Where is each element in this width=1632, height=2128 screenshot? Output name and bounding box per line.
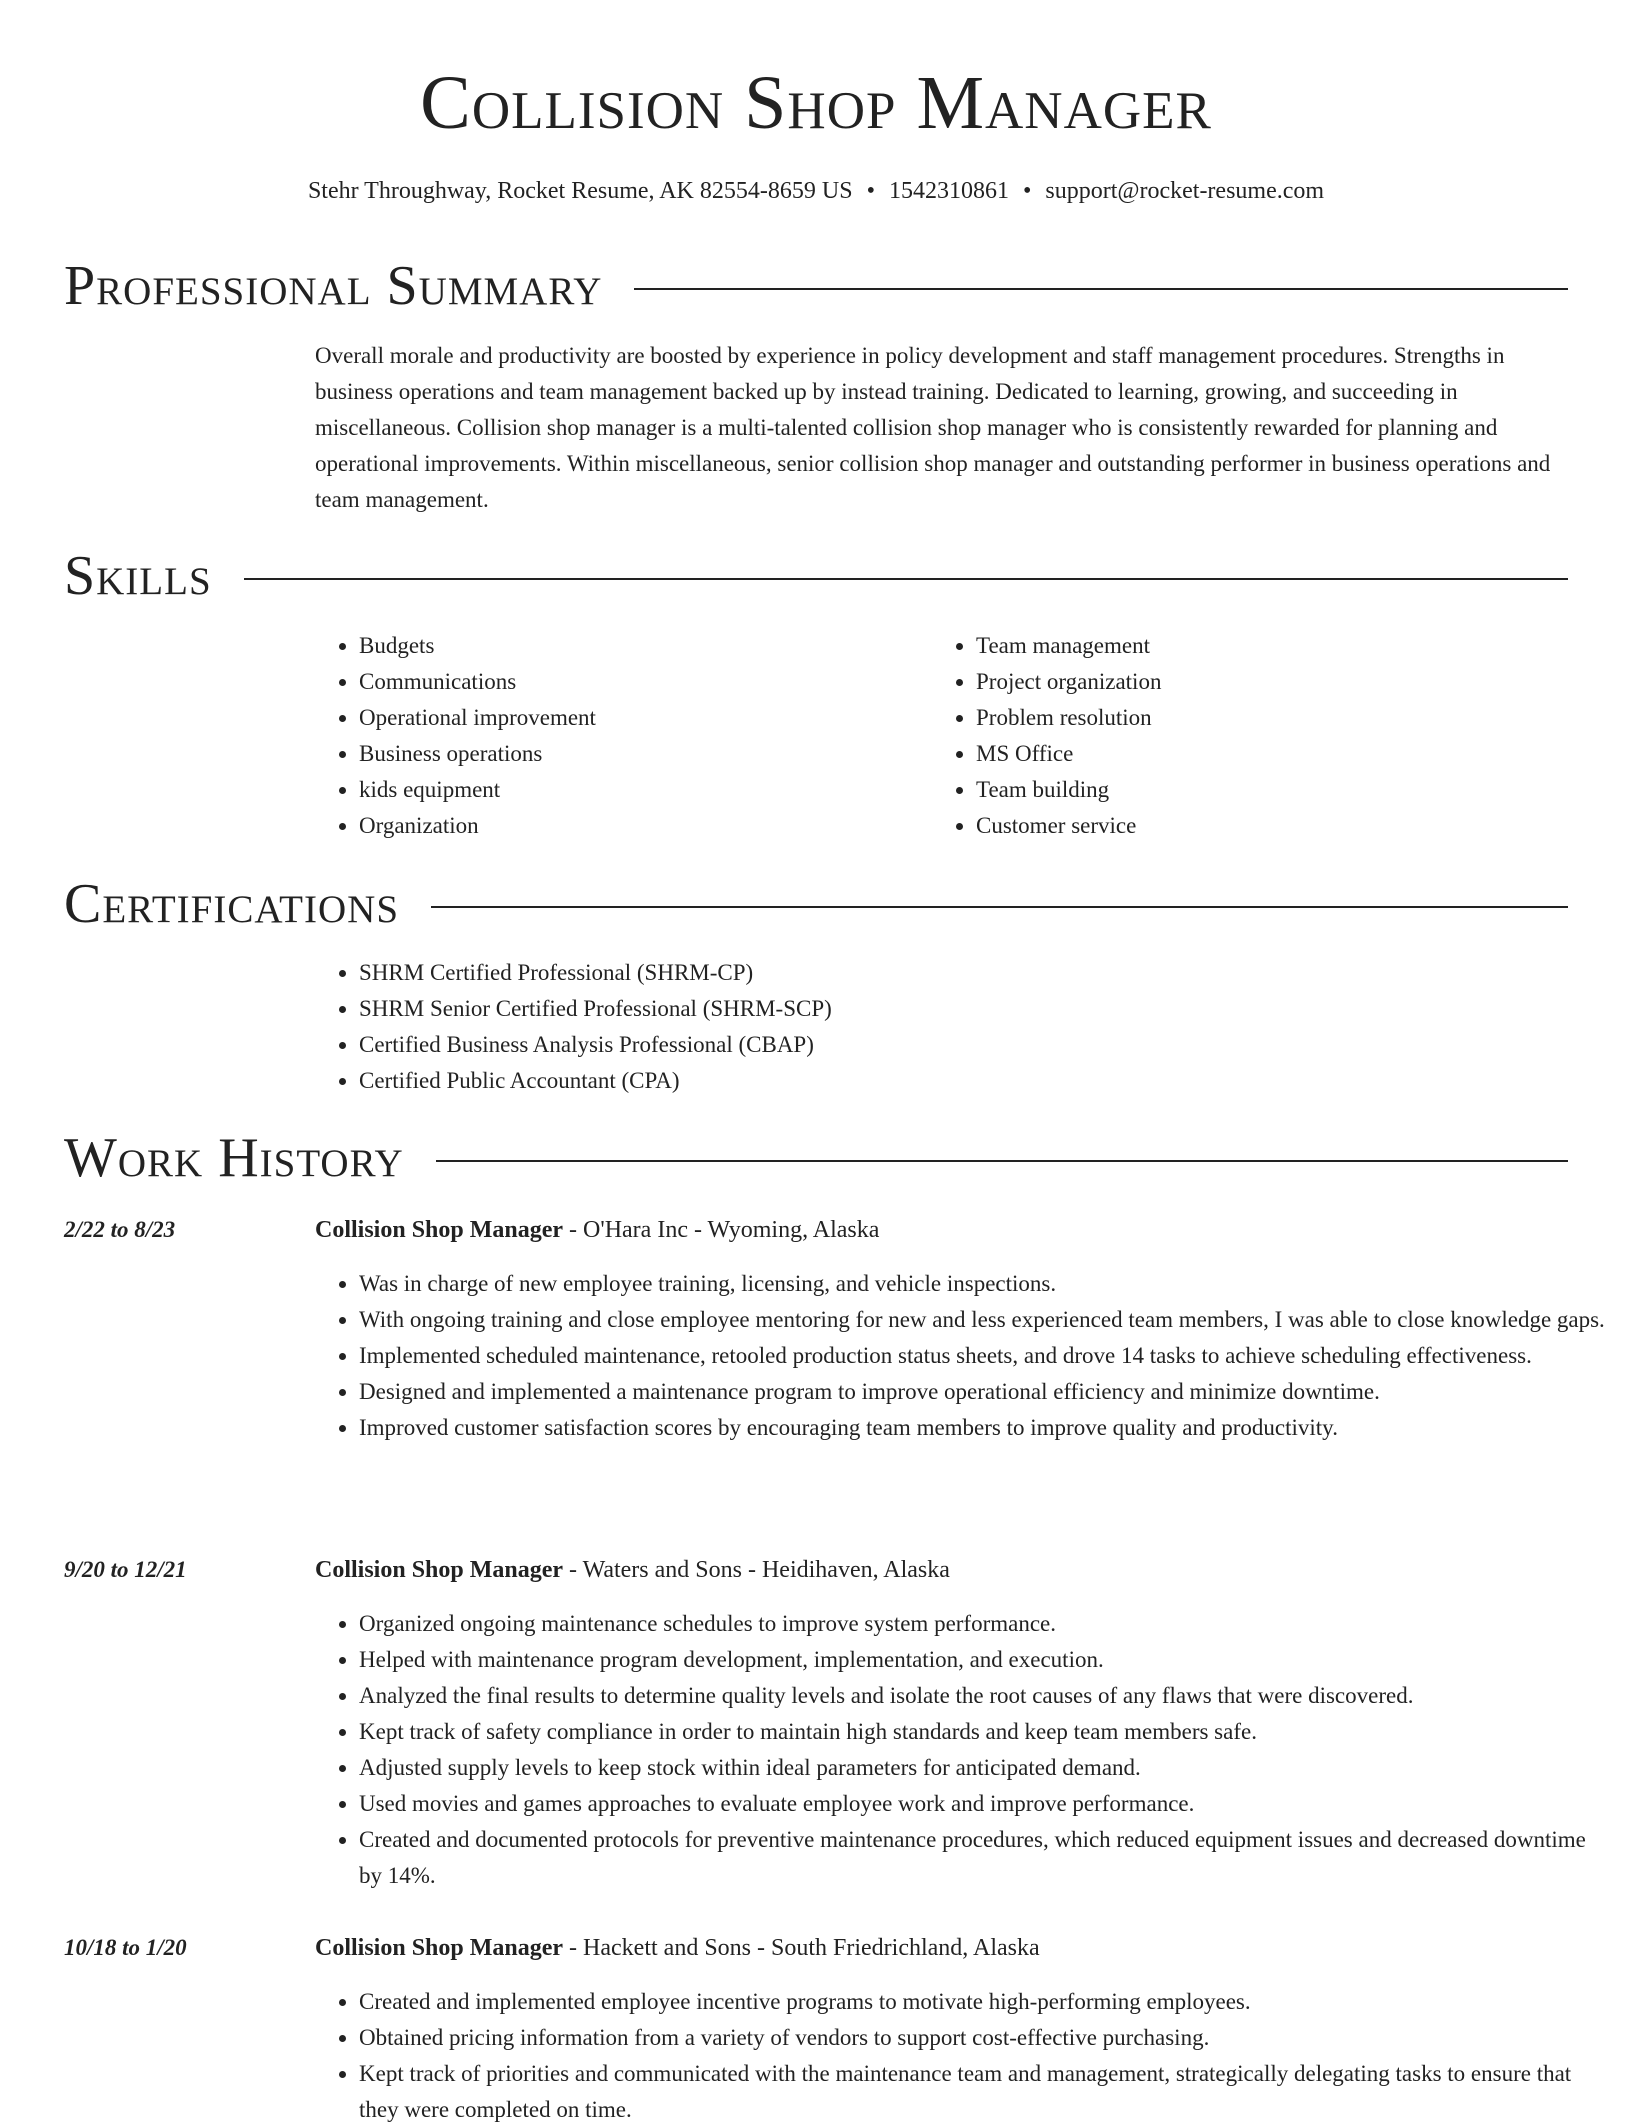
job-bullet: • Created and documented protocols for preventive maintenance procedures, which reduced equipment issues and decreased downtime by 14%. — [359, 1822, 1609, 1894]
job-dates: 10/18 to 1/20 — [64, 1935, 187, 1960]
job-employer: - Hackett and Sons - South Friedrichland, Alaska — [563, 1935, 1040, 1961]
resume-name: Collision Shop Manager — [420, 61, 1212, 145]
certifications-heading: Certifications — [64, 873, 400, 935]
certification-item: • Certified Public Accountant (CPA) — [359, 1063, 1565, 1099]
job-bullet: • With ongoing training and close employee mentoring for new and less experienced team members, I was able to close knowledge gaps. — [359, 1302, 1609, 1338]
certifications-section-header — [64, 872, 1568, 936]
skill-item: • Budgets — [359, 628, 932, 664]
skills-column-left — [315, 628, 932, 844]
skill-item: • Problem resolution — [976, 700, 1549, 736]
job-bullet: • Used movies and games approaches to evaluate employee work and improve performance. — [359, 1786, 1609, 1822]
job-bullet: • Improved customer satisfaction scores by encouraging team members to improve quality and productivity. — [359, 1410, 1609, 1446]
job-bullet: • Designed and implemented a maintenance program to improve operational efficiency and minimize downtime. — [359, 1374, 1609, 1410]
skill-item: • Project organization — [976, 664, 1549, 700]
skill-item: • Organization — [359, 808, 932, 844]
certification-item: • Certified Business Analysis Professional (CBAP) — [359, 1027, 1565, 1063]
job-bullet: • Organized ongoing maintenance schedules to improve system performance. — [359, 1606, 1609, 1642]
summary-heading: Professional Summary — [64, 255, 603, 317]
section-divider — [244, 578, 1568, 580]
job-title-line — [315, 1552, 1565, 1588]
job-bullets — [315, 1266, 1609, 1446]
contact-line — [0, 176, 1632, 206]
work-history-section-header — [64, 1126, 1568, 1190]
skill-item: • Communications — [359, 664, 932, 700]
summary-text: Overall morale and productivity are boosted by experience in policy development and staff management procedures. Strengths in business operations and team management backed up by instead training. Dedicated to learning, growing, and succeeding in miscellaneous. Collision shop manager is a multi-talented collision shop manager who is consistently rewarded for planning and operational improvements. Within miscellaneous, senior collision shop manager and outstanding performer in business operations and team management. — [315, 343, 1551, 512]
job-title: Collision Shop Manager — [315, 1557, 564, 1583]
skill-item: • Business operations — [359, 736, 932, 772]
work-history-heading: Work History — [64, 1127, 404, 1189]
summary-section-header — [64, 254, 1568, 318]
job-title-line — [315, 1930, 1565, 1966]
job-bullets — [315, 1606, 1609, 1894]
skills-column-right — [932, 628, 1549, 844]
job-dates: 9/20 to 12/21 — [64, 1557, 187, 1582]
skill-item: • Customer service — [976, 808, 1549, 844]
job-title-line — [315, 1212, 1565, 1248]
skill-item: • MS Office — [976, 736, 1549, 772]
contact-address: Stehr Throughway, Rocket Resume, AK 82554-8659 US — [307, 178, 853, 204]
job-title: Collision Shop Manager — [315, 1217, 564, 1243]
skill-item: • Team building — [976, 772, 1549, 808]
certification-item: • SHRM Senior Certified Professional (SHRM-SCP) — [359, 991, 1565, 1027]
job-title: Collision Shop Manager — [315, 1935, 564, 1961]
job-employer: - O'Hara Inc - Wyoming, Alaska — [563, 1217, 880, 1243]
skill-item: • kids equipment — [359, 772, 932, 808]
skills-section-header — [64, 544, 1568, 608]
job-dates: 2/22 to 8/23 — [64, 1217, 176, 1242]
job-bullet: • Was in charge of new employee training, licensing, and vehicle inspections. — [359, 1266, 1609, 1302]
job-bullet: • Kept track of priorities and communicated with the maintenance team and management, strategically delegating tasks to ensure that they were completed on time. — [359, 2056, 1609, 2128]
contact-separator: • — [866, 178, 875, 204]
job-bullet: • Obtained pricing information from a variety of vendors to support cost-effective purchasing. — [359, 2020, 1609, 2056]
contact-separator: • — [1022, 178, 1032, 204]
job-bullet: • Implemented scheduled maintenance, retooled production status sheets, and drove 14 tasks to achieve scheduling effectiveness. — [359, 1338, 1609, 1374]
skill-item: • Operational improvement — [359, 700, 932, 736]
skills-list — [315, 628, 1565, 844]
skill-item: • Team management — [976, 628, 1549, 664]
contact-phone: 1542310861 — [888, 178, 1009, 204]
skills-heading: Skills — [64, 545, 212, 607]
job-employer: - Waters and Sons - Heidihaven, Alaska — [563, 1557, 950, 1583]
job-bullet: • Helped with maintenance program development, implementation, and execution. — [359, 1642, 1609, 1678]
job-bullet: • Analyzed the final results to determine quality levels and isolate the root causes of any flaws that were discovered. — [359, 1678, 1609, 1714]
job-bullets — [315, 1984, 1609, 2128]
section-divider — [634, 288, 1568, 290]
job-bullet: • Kept track of safety compliance in order to maintain high standards and keep team members safe. — [359, 1714, 1609, 1750]
contact-email[interactable]: support@rocket-resume.com — [1045, 178, 1325, 204]
certification-item: • SHRM Certified Professional (SHRM-CP) — [359, 955, 1565, 991]
job-bullet: • Adjusted supply levels to keep stock within ideal parameters for anticipated demand. — [359, 1750, 1609, 1786]
certifications-list — [315, 955, 1565, 1099]
job-bullet: • Created and implemented employee incentive programs to motivate high-performing employees. — [359, 1984, 1609, 2020]
section-divider — [436, 1160, 1568, 1162]
section-divider — [431, 906, 1568, 908]
